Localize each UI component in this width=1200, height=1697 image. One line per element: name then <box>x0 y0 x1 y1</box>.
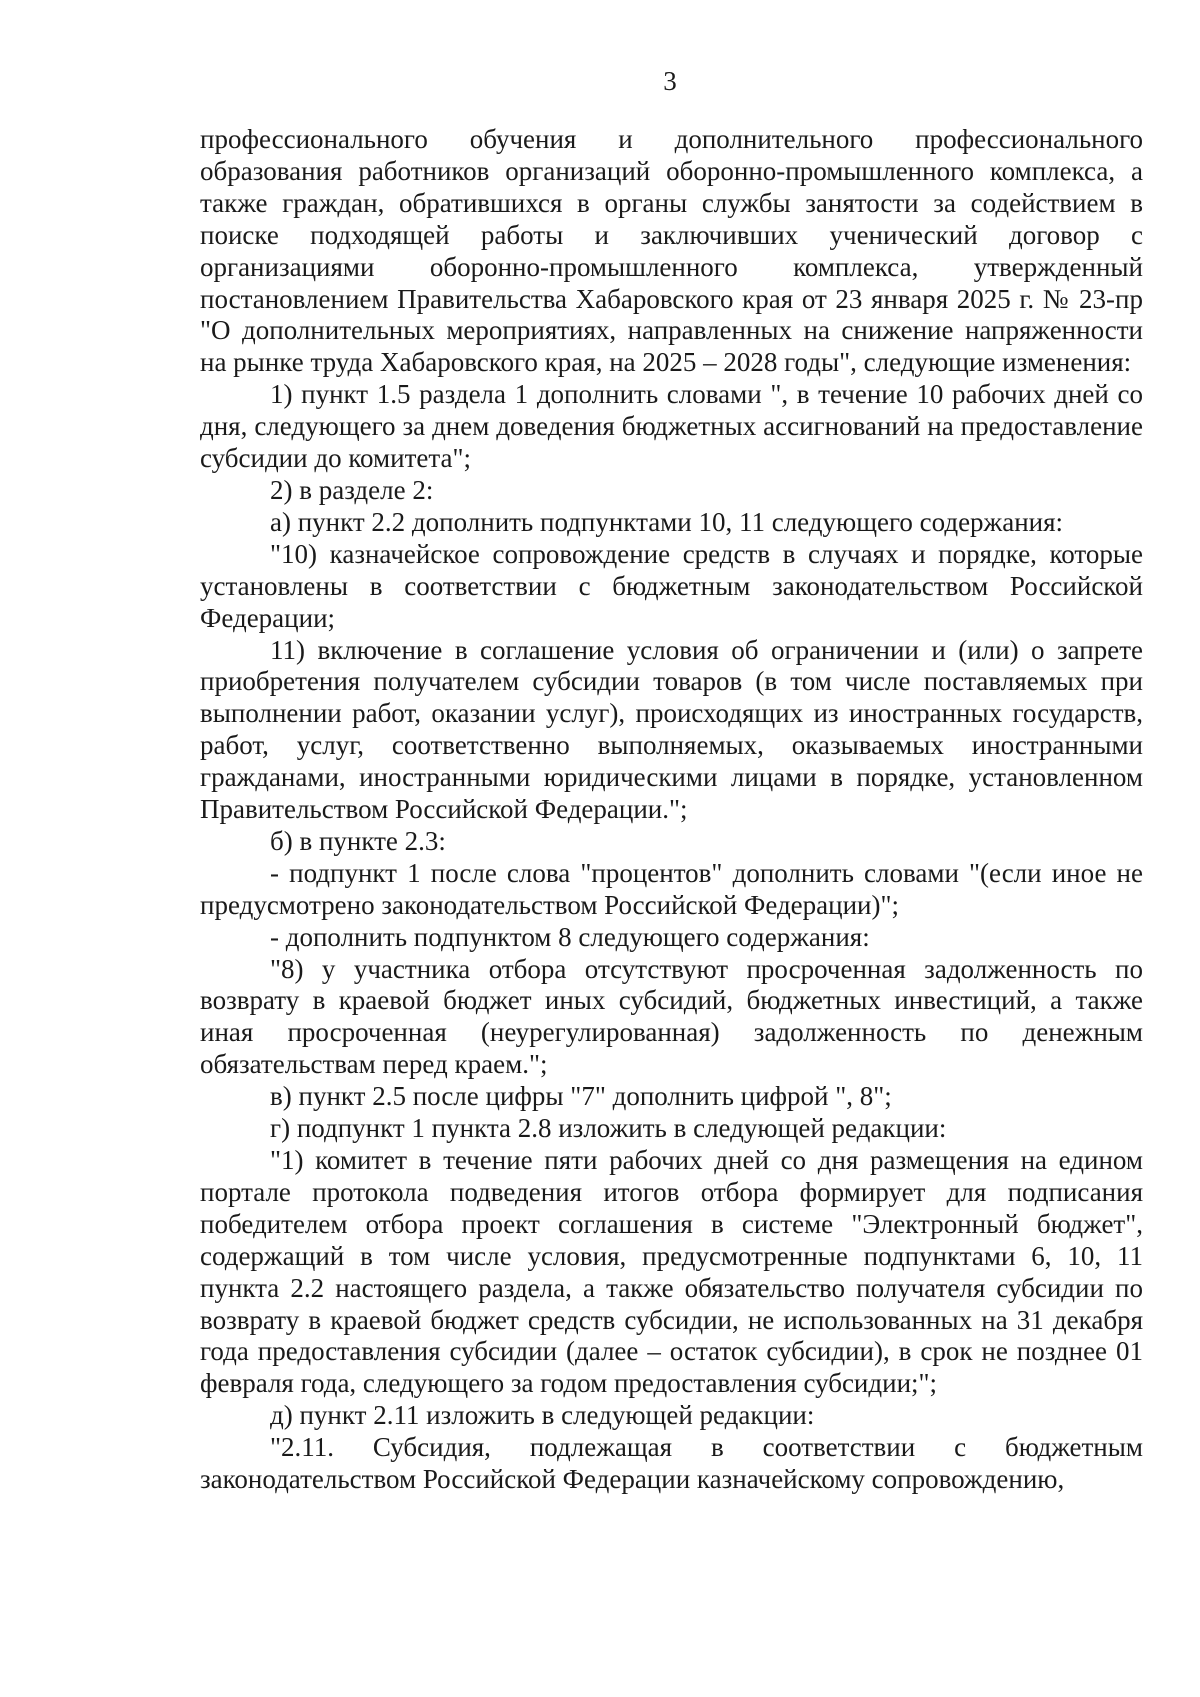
paragraph: г) подпункт 1 пункта 2.8 изложить в следующей редакции: <box>270 1113 947 1144</box>
page-number: 3 <box>663 66 677 96</box>
paragraph: д) пункт 2.11 изложить в следующей редакции: <box>270 1400 815 1431</box>
paragraph: 11) включение в соглашение условия об ограничении и (или) о запрете приобретения получателем субсидии товаров (в том числе поставляемых при выполнении работ, оказании услуг), происходящих из иностранных государств, работ, услуг, соответственно выполняемых, оказываемых иностранными гражданами, иностранными юридическими лицами в порядке, установленном Правительством Российской Федерации."; <box>200 634 1143 825</box>
paragraph: 1) пункт 1.5 раздела 1 дополнить словами ", в течение 10 рабочих дней со дня, следующего за днем доведения бюджетных ассигнований на предоставление субсидии до комитета"; <box>200 379 1143 474</box>
paragraph-intro: профессионального обучения и дополнительного профессионального образования работников организаций оборонно-промышленного комплекса, а также граждан, обратившихся в органы службы занятости за содействием в поиске подходящей работы и заключивших ученический договор с организациями оборонно-промышленного комплекса, утвержденный постановлением Правительства Хабаровского края от 23 января 2025 г. № 23-пр "О дополнительных мероприятиях, направленных на снижение напряженности на рынке труда Хабаровского края, на 2025 – 2028 годы", следующие изменения: <box>200 124 1143 378</box>
paragraph: "10) казначейское сопровождение средств в случаях и порядке, которые установлены в соответствии с бюджетным законодательством Российской Федерации; <box>200 538 1143 633</box>
paragraph: в) пункт 2.5 после цифры "7" дополнить цифрой ", 8"; <box>270 1081 892 1112</box>
paragraph: "2.11. Субсидия, подлежащая в соответствии с бюджетным законодательством Российской Федерации казначейскому сопровождению, <box>200 1432 1143 1495</box>
paragraph: 2) в разделе 2: <box>270 474 434 505</box>
paragraph: а) пункт 2.2 дополнить подпунктами 10, 11 следующего содержания: <box>270 506 1064 537</box>
paragraph: "8) у участника отбора отсутствуют просроченная задолженность по возврату в краевой бюджет иных субсидий, бюджетных инвестиций, а также иная просроченная (неурегулированная) задолженность по денежным обязательствам перед краем."; <box>200 953 1143 1080</box>
paragraph: "1) комитет в течение пяти рабочих дней со дня размещения на едином портале протокола подведения итогов отбора формирует для подписания победителем отбора проект соглашения в системе "Электронный бюджет", содержащий в том числе условия, предусмотренные подпунктами 6, 10, 11 пункта 2.2 настоящего раздела, а также обязательство получателя субсидии по возврату в краевой бюджет средств субсидии, не использованных на 31 декабря года предоставления субсидии (далее – остаток субсидии), в срок не позднее 01 февраля года, следующего за годом предоставления субсидии;"; <box>200 1145 1143 1399</box>
paragraph: - подпункт 1 после слова "процентов" дополнить словами "(если иное не предусмотрено законодательством Российской Федерации)"; <box>200 857 1143 920</box>
paragraph: - дополнить подпунктом 8 следующего содержания: <box>270 921 870 952</box>
document-body <box>200 124 1143 1496</box>
paragraph: б) в пункте 2.3: <box>270 825 446 856</box>
